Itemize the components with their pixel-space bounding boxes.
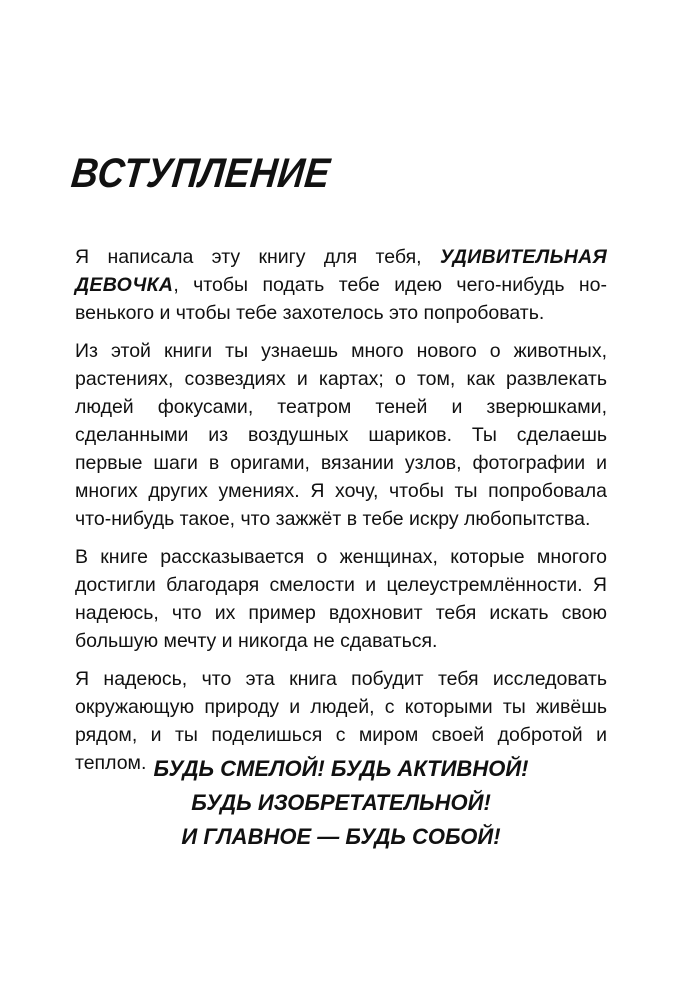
paragraph-4: Я надеюсь, что эта книга побудит тебя исследовать окружающую природу и людей, с которыми ты живёшь рядом, и ты поделишься с миром своей добротой и теплом.: [75, 668, 607, 774]
slogan: [75, 752, 607, 854]
paragraph-3: В книге рассказывается о женщинах, которые многого достигли благодаря смелости и целеустремлённости. Я надеюсь, что их пример вдохновит тебя искать свою большую мечту и никогда не сдаваться.: [75, 546, 607, 652]
body-text: [75, 243, 607, 787]
slogan-line: БУДЬ СМЕЛОЙ! БУДЬ АКТИВНОЙ!: [153, 756, 529, 781]
slogan-line: И ГЛАВНОЕ — БУДЬ СОБОЙ!: [181, 824, 501, 849]
page-title: ВСТУПЛЕНИЕ: [69, 150, 333, 196]
paragraph-2: Из этой книги ты узнаешь много нового о животных, растениях, созвездиях и картах; о том, как развлекать людей фокусами, театром теней и зверюшками, сделанными из воздушных шариков. Ты сделаешь первые шаги в оригами, вязании узлов, фотографии и многих других умениях. Я хочу, чтобы ты попробовала что-нибудь такое, что зажжёт в тебе искру любопытства.: [75, 340, 607, 530]
paragraph-1-start: Я написала эту книгу для тебя,: [75, 246, 440, 268]
slogan-line: БУДЬ ИЗОБРЕТАТЕЛЬНОЙ!: [191, 790, 491, 815]
paragraph-1: [75, 243, 607, 327]
highlight-phrase: УДИВИТЕЛЬНАЯ ДЕВОЧКА: [75, 246, 607, 296]
paragraph-1-end: , чтобы подать тебе идею чего-нибудь новенького и чтобы тебе захотелось это попробовать.: [75, 274, 607, 324]
